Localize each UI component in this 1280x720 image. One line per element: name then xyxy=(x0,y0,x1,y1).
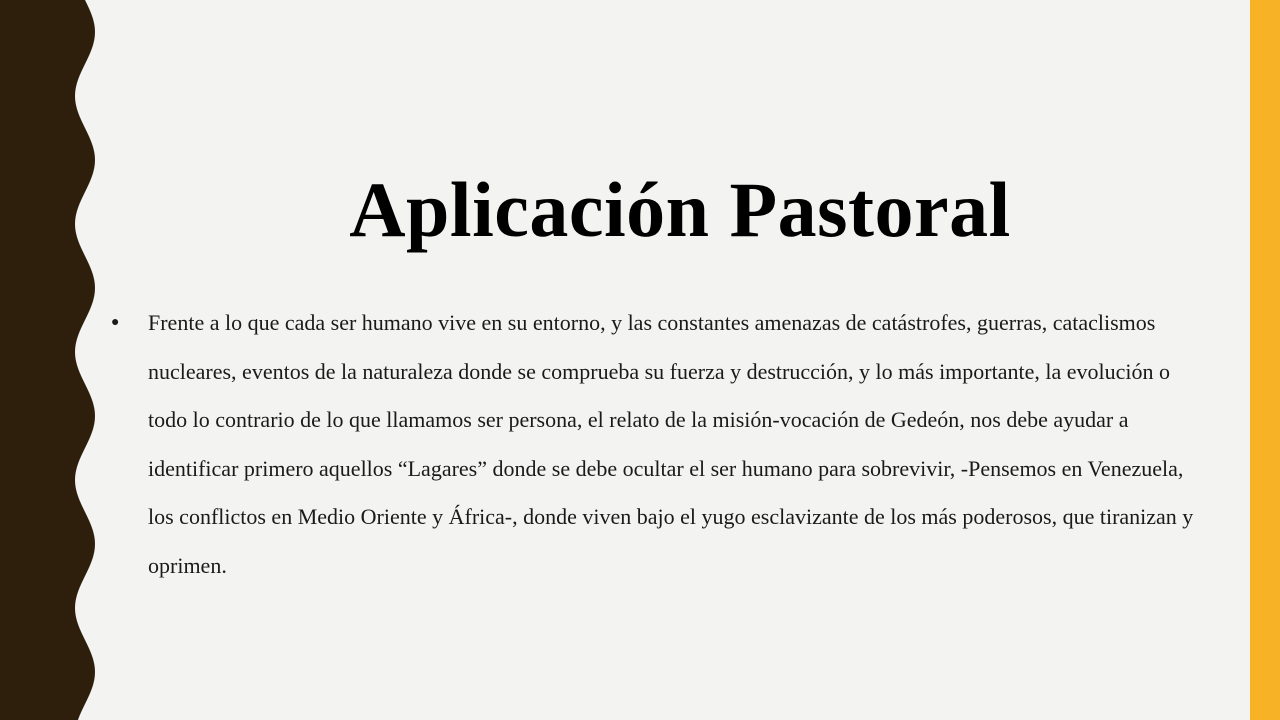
bullet-item xyxy=(108,299,1198,590)
slide-content xyxy=(108,299,1198,590)
bullet-icon: ● xyxy=(111,315,120,330)
right-accent-bar xyxy=(1250,0,1280,720)
left-wavy-border xyxy=(0,0,110,720)
bullet-text: Frente a lo que cada ser humano vive en su entorno, y las constantes amenazas de catástrofes, guerras, cataclismos nucleares, eventos de la naturaleza donde se comprueba su fuerza y destrucción, y lo más importante, la evolución o todo lo contrario de lo que llamamos ser persona, el relato de la misión-vocación de Gedeón, nos debe ayudar a identificar primero aquellos “Lagares” donde se debe ocultar el ser humano para sobrevivir, -Pensemos en Venezuela, los conflictos en Medio Oriente y África-, donde viven bajo el yugo esclavizante de los más poderosos, que tiranizan y oprimen. xyxy=(148,310,1194,578)
slide-title: Aplicación Pastoral xyxy=(349,166,1011,254)
